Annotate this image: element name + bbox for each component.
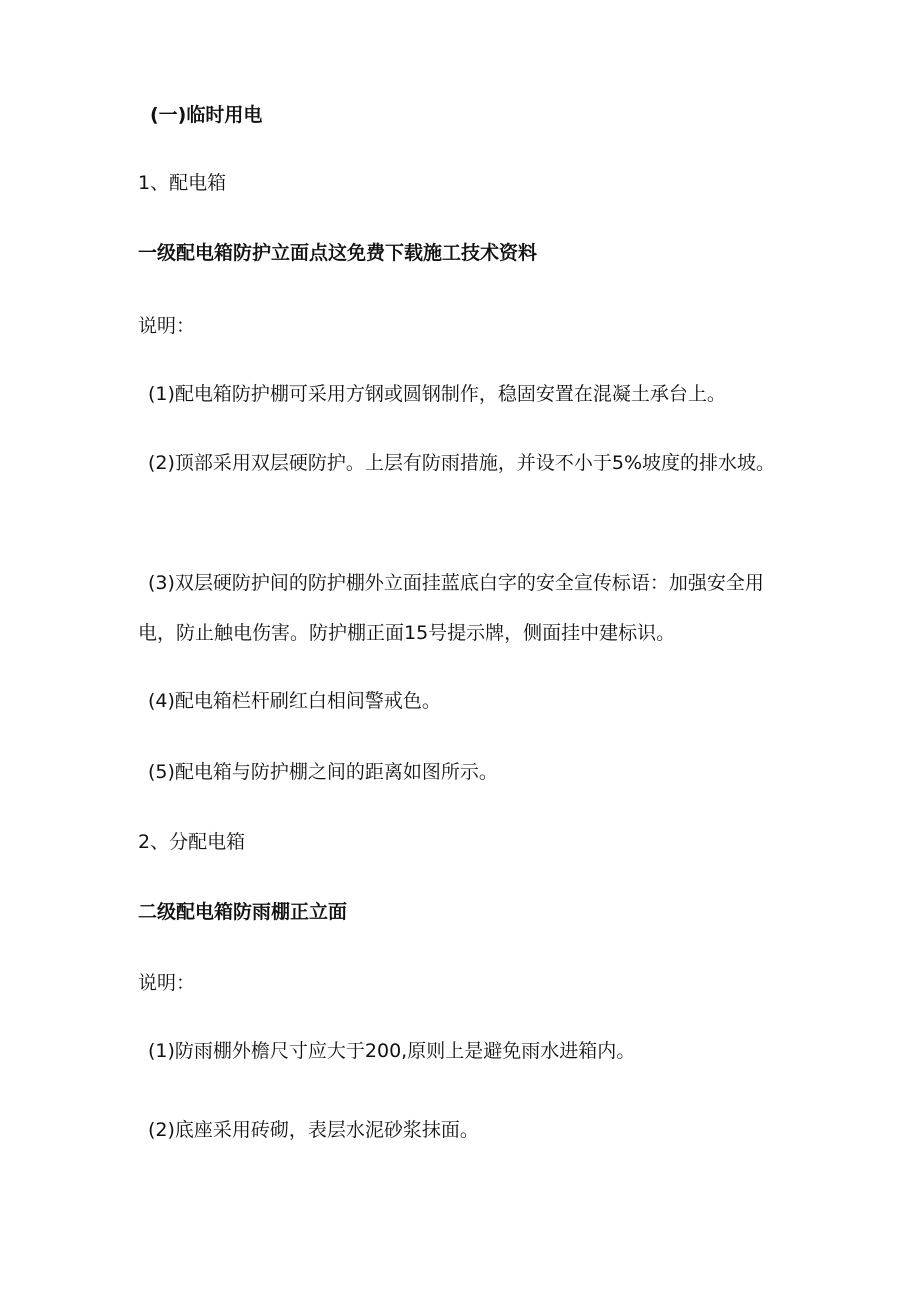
note2-item-1: (1)防雨棚外檐尺寸应大于200,原则上是避免雨水进箱内。 [148, 1040, 636, 1062]
figure2-title: 二级配电箱防雨棚正立面 [138, 901, 348, 923]
note1-item-4: (4)配电箱栏杆刷红白相间警戒色。 [148, 690, 441, 712]
notes2-label: 说明： [138, 972, 196, 994]
note2-item-2: (2)底座采用砖砌，表层水泥砂浆抹面。 [148, 1119, 479, 1141]
note1-item-1: (1)配电箱防护棚可采用方钢或圆钢制作，稳固安置在混凝土承台上。 [148, 383, 726, 405]
item2-heading: 2、分配电箱 [138, 831, 246, 853]
item1-heading: 1、配电箱 [138, 172, 227, 194]
note1-item-2: (2)顶部采用双层硬防护。上层有防雨措施，并设不小于5%坡度的排水坡。 [148, 452, 776, 474]
section-heading: (一)临时用电 [150, 104, 263, 126]
notes1-label: 说明： [138, 315, 196, 337]
note1-item-5: (5)配电箱与防护棚之间的距离如图所示。 [148, 761, 498, 783]
figure1-title: 一级配电箱防护立面点这免费下载施工技术资料 [138, 242, 538, 264]
note1-item-3: (3)双层硬防护间的防护棚外立面挂蓝底白字的安全宣传标语：加强安全用电，防止触电伤害。防护棚正面15号提示牌，侧面挂中建标识。 [138, 572, 764, 644]
